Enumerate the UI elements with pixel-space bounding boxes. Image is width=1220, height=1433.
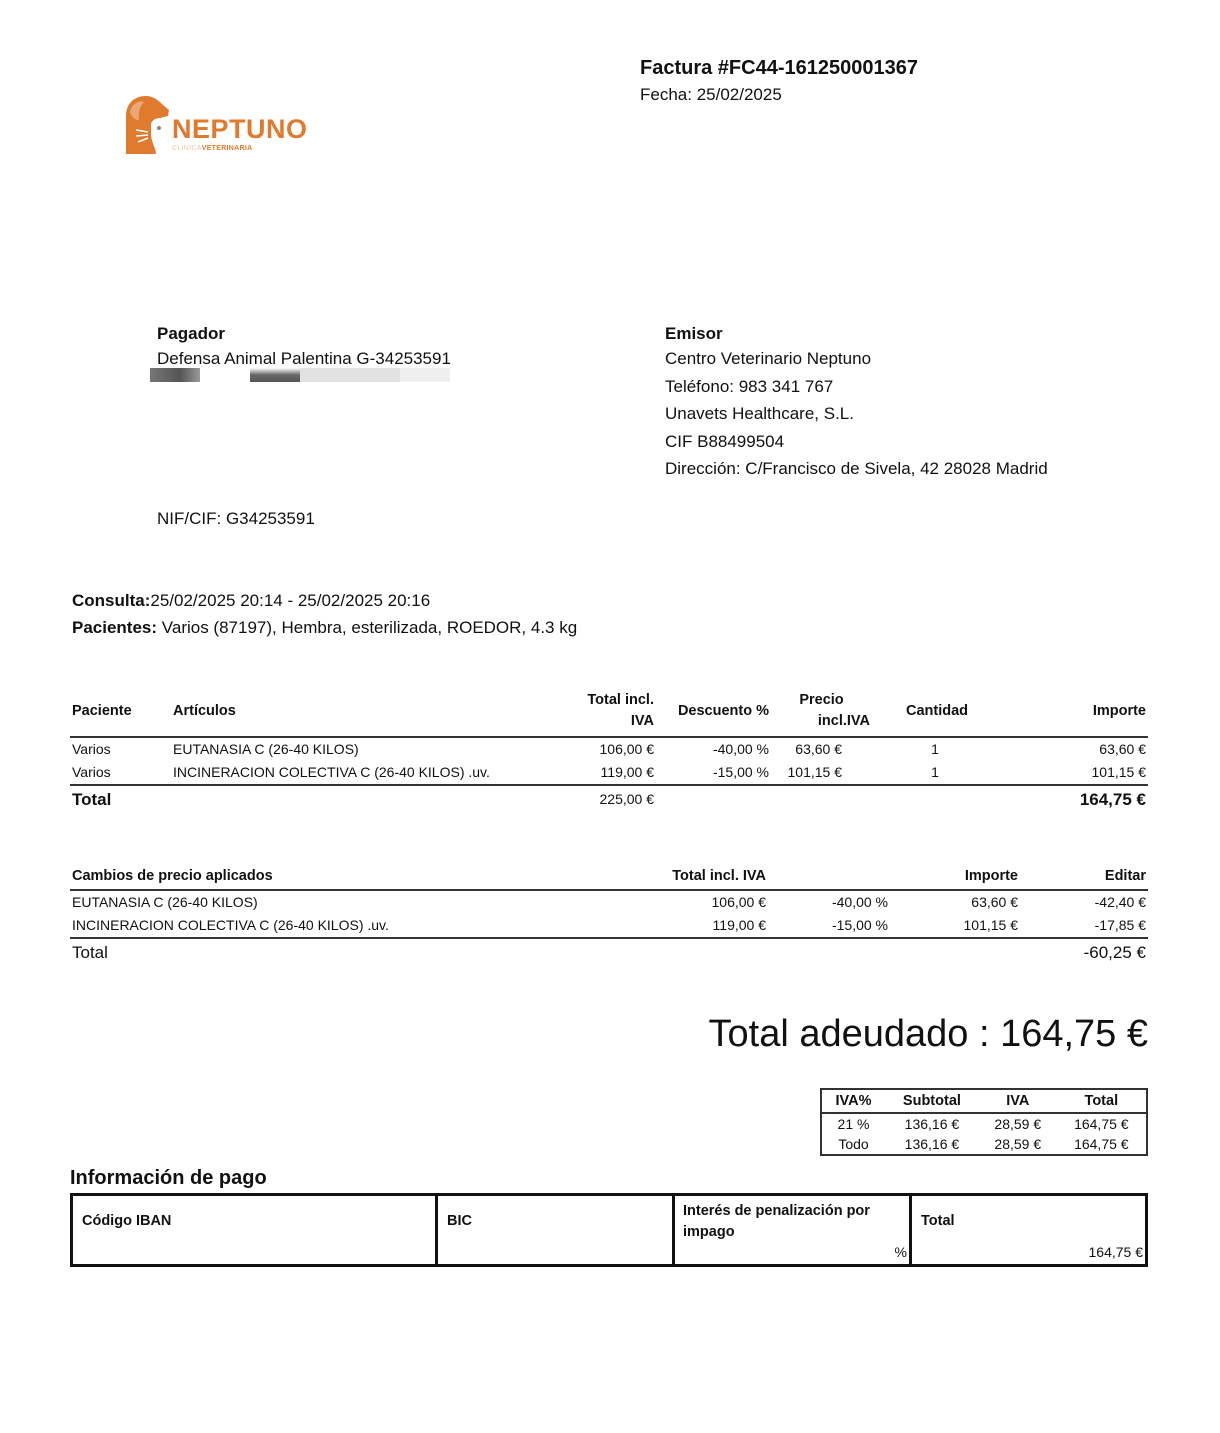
cell-price: 101,15 €	[787, 764, 842, 780]
cell-iva: 28,59 €	[994, 1116, 1042, 1132]
cell-article: INCINERACION COLECTIVA C (26-40 KILOS) .uv.	[72, 917, 389, 933]
table-row	[70, 761, 1148, 785]
table-row	[70, 890, 1148, 914]
table-total-row	[70, 938, 1148, 964]
cell-edit: -17,85 €	[1094, 917, 1146, 933]
cell-iva-pct: Todo	[838, 1136, 869, 1152]
invoice-title: Factura #FC44-161250001367	[640, 57, 918, 79]
total-incl-sum: 225,00 €	[599, 791, 654, 807]
cell-article: INCINERACION COLECTIVA C (26-40 KILOS) .uv.	[173, 764, 490, 780]
interest-value: %	[894, 1244, 907, 1260]
cell-total-incl: 106,00 €	[599, 741, 654, 757]
payer-heading: Pagador	[157, 324, 226, 343]
col-iva-pct: IVA%	[821, 1089, 885, 1113]
table-row	[821, 1113, 1147, 1134]
cell-subtotal: 136,16 €	[904, 1136, 960, 1152]
payer-nif: NIF/CIF: G34253591	[157, 509, 315, 528]
payment-total-value: 164,75 €	[1088, 1244, 1143, 1260]
col-amount: Importe	[964, 868, 1018, 884]
cell-total-incl: 106,00 €	[711, 894, 766, 910]
col-quantity: Cantidad	[905, 702, 968, 719]
payment-info-table	[70, 1193, 1148, 1267]
col-articles: Artículos	[173, 702, 236, 719]
col-total-incl: Total incl. IVA	[672, 868, 766, 884]
col-iva: IVA	[979, 1089, 1057, 1113]
brand-subtitle: CLINICAVETERINARIA	[172, 145, 253, 152]
cell-discount: -40,00 %	[831, 894, 888, 910]
table-row	[821, 1134, 1147, 1155]
col-edit: Editar	[1104, 868, 1146, 884]
price-changes-table	[70, 866, 1148, 964]
redaction-mark	[250, 368, 300, 382]
cell-total: 164,75 €	[1074, 1136, 1129, 1152]
col-price: Precio incl.IVA	[799, 692, 870, 729]
emitter-line: Dirección: C/Francisco de Sivela, 42 28028 Madrid	[665, 459, 1048, 478]
cell-iva-pct: 21 %	[837, 1116, 870, 1132]
cell-quantity: 1	[931, 764, 939, 780]
cell-discount: -15,00 %	[831, 917, 888, 933]
col-total-incl: Total incl. IVA	[587, 692, 654, 729]
cell-total: 164,75 €	[1074, 1116, 1129, 1132]
emitter-heading: Emisor	[665, 324, 723, 343]
total-amount-sum: 164,75 €	[1079, 790, 1146, 809]
cell-price: 63,60 €	[795, 741, 842, 757]
table-header-row	[70, 690, 1148, 737]
cell-discount: -15,00 %	[712, 764, 769, 780]
emitter-line: CIF B88499504	[665, 431, 785, 451]
cell-total-incl: 119,00 €	[600, 764, 654, 780]
col-changes-title: Cambios de precio aplicados	[72, 868, 273, 884]
total-label: Total	[72, 943, 108, 962]
patients-value: Varios (87197), Hembra, esterilizada, ROEDOR, 4.3 kg	[161, 618, 578, 637]
consultation-info	[72, 587, 577, 641]
items-table	[70, 690, 1148, 811]
cell-total-incl: 119,00 €	[712, 917, 766, 933]
grand-total: Total adeudado : 164,75 €	[708, 1013, 1148, 1055]
patients-label: Pacientes:	[72, 618, 158, 637]
cell-article: EUTANASIA C (26-40 KILOS)	[72, 894, 258, 910]
iva-summary-table	[820, 1088, 1148, 1156]
table-total-row	[70, 785, 1148, 811]
cell-article: EUTANASIA C (26-40 KILOS)	[173, 741, 359, 757]
cell-discount: -40,00 %	[712, 741, 769, 757]
emitter-line: Centro Veterinario Neptuno	[665, 349, 872, 368]
emitter-line: Teléfono: 983 341 767	[665, 376, 834, 396]
table-row	[70, 914, 1148, 938]
invoice-date: Fecha: 25/02/2025	[640, 85, 782, 104]
cell-amount: 101,15 €	[963, 917, 1018, 933]
cell-quantity: 1	[931, 741, 939, 757]
iban-label: Código IBAN	[82, 1213, 172, 1229]
table-header-row	[70, 866, 1148, 890]
total-label: Total	[72, 790, 112, 809]
table-row	[70, 737, 1148, 761]
col-total: Total	[1057, 1089, 1147, 1113]
payment-info-title: Información de pago	[70, 1167, 267, 1189]
cell-subtotal: 136,16 €	[904, 1116, 960, 1132]
col-discount: Descuento %	[677, 702, 769, 719]
payer-block	[157, 324, 451, 373]
cell-amount: 101,15 €	[1091, 764, 1146, 780]
payment-total-label: Total	[921, 1213, 955, 1229]
clinic-logo	[122, 92, 332, 158]
payment-total-cell	[912, 1196, 1145, 1264]
consulta-value: 25/02/2025 20:14 - 25/02/2025 20:16	[150, 591, 431, 610]
interest-label: Interés de penalización por impago	[683, 1203, 870, 1240]
redaction-mark	[400, 368, 450, 382]
bic-cell	[438, 1196, 675, 1264]
iban-cell	[73, 1196, 438, 1264]
cell-amount: 63,60 €	[971, 894, 1018, 910]
emitter-block	[665, 324, 1048, 483]
col-amount: Importe	[1092, 702, 1146, 719]
emitter-line: Unavets Healthcare, S.L.	[665, 404, 854, 423]
cell-edit: -42,40 €	[1094, 894, 1146, 910]
bic-label: BIC	[447, 1213, 472, 1229]
total-edit-sum: -60,25 €	[1083, 943, 1146, 962]
interest-cell	[675, 1196, 912, 1264]
cell-patient: Varios	[72, 741, 111, 757]
cell-amount: 63,60 €	[1099, 741, 1146, 757]
cell-patient: Varios	[72, 764, 111, 780]
redaction-mark	[150, 368, 200, 382]
table-header-row	[821, 1089, 1147, 1113]
col-subtotal: Subtotal	[885, 1089, 979, 1113]
col-patient: Paciente	[72, 702, 132, 719]
cell-iva: 28,59 €	[994, 1136, 1042, 1152]
consulta-label: Consulta:	[72, 591, 151, 610]
redaction-mark	[300, 368, 400, 382]
dog-cat-logo-icon	[122, 94, 170, 156]
payer-name: Defensa Animal Palentina G-34253591	[157, 349, 451, 368]
brand-name: NEPTUNO	[172, 114, 308, 144]
